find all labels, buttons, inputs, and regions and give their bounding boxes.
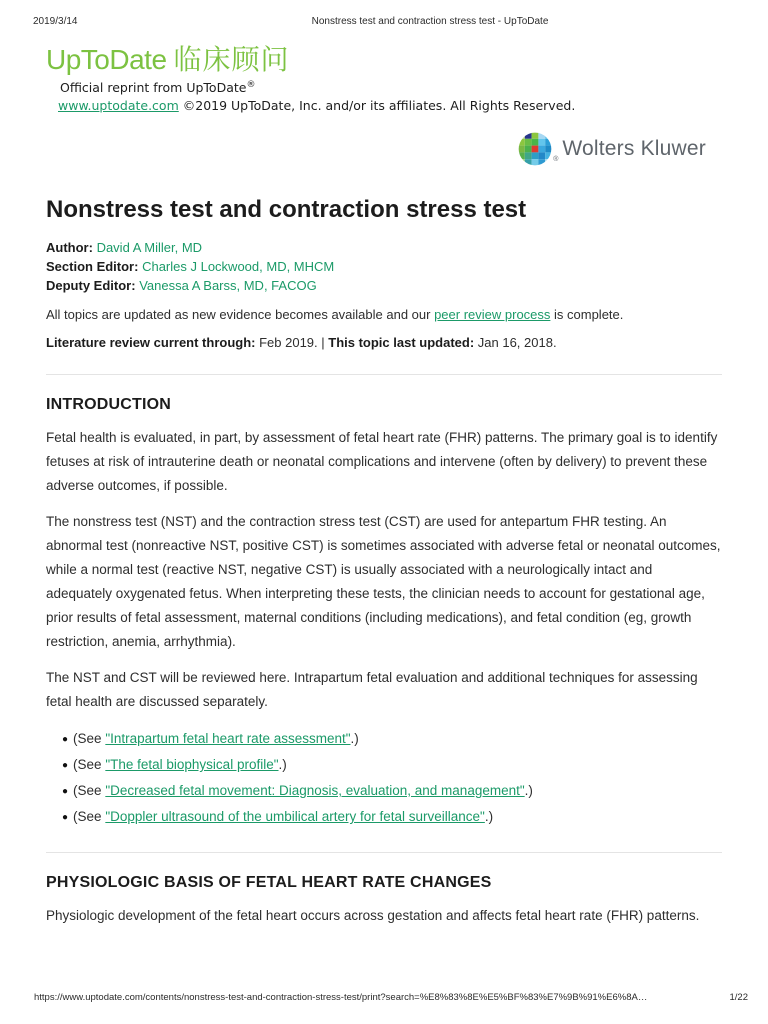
see-also-list [46, 726, 722, 830]
update-notice-pre: All topics are updated as new evidence becomes available and our [46, 307, 435, 322]
intro-paragraph-3: The NST and CST will be reviewed here. Intrapartum fetal evaluation and additional techniques for assessing fetal health are discussed separately. [46, 670, 698, 709]
print-date: 2019/3/14 [33, 16, 78, 27]
see-also-item [62, 778, 722, 804]
uptodate-logo-latin: UpToDate [46, 44, 167, 75]
see-pre: (See [73, 809, 106, 824]
see-also-item [62, 804, 722, 830]
section-editor-label: Section Editor: [46, 259, 139, 274]
last-updated-label: This topic last updated: [328, 335, 475, 350]
copyright-text: ©2019 UpToDate, Inc. and/or its affiliates. All Rights Reserved. [178, 98, 576, 114]
peer-review-process-link[interactable]: peer review process [434, 307, 551, 322]
see-pre: (See [73, 731, 106, 746]
topic-link-biophysical-profile[interactable]: "The fetal biophysical profile" [105, 757, 279, 772]
deputy-editor-label: Deputy Editor: [46, 278, 136, 293]
print-header [0, 16, 768, 30]
topic-link-doppler-ultrasound[interactable]: "Doppler ultrasound of the umbilical artery for fetal surveillance" [105, 809, 485, 824]
wolters-kluwer-registered-mark: ® [553, 156, 559, 163]
deputy-editor-link[interactable]: Vanessa A Barss, MD, FACOG [139, 278, 317, 293]
wolters-kluwer-wordmark: Wolters Kluwer [562, 137, 706, 160]
section-divider [46, 852, 722, 853]
see-post: .) [524, 783, 533, 798]
section-divider [46, 374, 722, 375]
uptodate-site-link[interactable]: www.uptodate.com [58, 98, 179, 114]
last-updated-value: Jan 16, 2018. [474, 335, 557, 350]
intro-paragraph-1: Fetal health is evaluated, in part, by assessment of fetal heart rate (FHR) patterns. The primary goal is to identify fetuses at risk of intrauterine death or neonatal complications and intervene (often by delivery) to prevent these adverse outcomes, if possible. [46, 430, 718, 493]
byline-author-row [46, 238, 722, 257]
literature-review-value: Feb 2019. | [255, 335, 329, 350]
physiologic-paragraph-1: Physiologic development of the fetal heart occurs across gestation and affects fetal heart rate (FHR) patterns. [46, 908, 700, 923]
byline-deputy-editor-row [46, 276, 722, 295]
bullet-icon: ● [62, 812, 69, 823]
byline [46, 238, 722, 295]
section-heading-introduction: INTRODUCTION [46, 396, 172, 413]
print-doc-title: Nonstress test and contraction stress test - UpToDate [311, 16, 549, 27]
see-also-item [62, 752, 722, 778]
update-notice [46, 305, 722, 324]
author-link[interactable]: David A Miller, MD [96, 240, 203, 255]
bullet-icon: ● [62, 786, 69, 797]
see-also-item [62, 726, 722, 752]
topic-link-intrapartum-fhr[interactable]: "Intrapartum fetal heart rate assessment" [105, 731, 351, 746]
wolters-kluwer-ball-icon [518, 132, 552, 166]
see-post: .) [350, 731, 359, 746]
update-notice-post: is complete. [550, 307, 624, 322]
registered-mark: ® [246, 80, 256, 90]
uptodate-logo-chinese: 临床顾问 [173, 44, 290, 75]
literature-review-label: Literature review current through: [46, 335, 256, 350]
bullet-icon: ● [62, 734, 69, 745]
topic-link-decreased-fetal-movement[interactable]: "Decreased fetal movement: Diagnosis, evaluation, and management" [105, 783, 525, 798]
see-post: .) [484, 809, 494, 824]
wolters-kluwer-logo [518, 132, 706, 166]
article-title: Nonstress test and contraction stress test [46, 196, 527, 223]
reprint-text: Official reprint from UpToDate [60, 80, 247, 96]
uptodate-logo [46, 44, 575, 76]
copyright-line [58, 98, 575, 113]
reprint-line [60, 80, 575, 95]
author-label: Author: [46, 240, 93, 255]
section-heading-physiologic-basis: PHYSIOLOGIC BASIS OF FETAL HEART RATE CHANGES [46, 874, 492, 891]
section-editor-link[interactable]: Charles J Lockwood, MD, MHCM [142, 259, 335, 274]
bullet-icon: ● [62, 760, 69, 771]
intro-paragraph-2: The nonstress test (NST) and the contraction stress test (CST) are used for antepartum FHR testing. An abnormal test (nonreactive NST, positive CST) is sometimes associated with adverse fetal or neonatal outcomes, while a normal test (reactive NST, negative CST) is usually associated with a neurologically intact and adequately oxygenated fetus. When interpreting these tests, the clinician needs to account for gestational age, prior results of fetal assessment, maternal conditions (including medications), and fetal condition (eg, growth restriction, anemia, arrhythmia). [46, 514, 721, 649]
print-url: https://www.uptodate.com/contents/nonstress-test-and-contraction-stress-test/print?search=%E8%83%8E%E5%BF%83%E7%9B%91%E6%8A… [34, 992, 648, 1003]
see-pre: (See [73, 783, 106, 798]
print-footer [0, 992, 768, 1006]
article-content [46, 196, 722, 928]
byline-section-editor-row [46, 257, 722, 276]
see-post: .) [278, 757, 287, 772]
masthead [46, 44, 575, 113]
review-status-line [46, 333, 722, 352]
page-indicator: 1/22 [729, 992, 748, 1003]
see-pre: (See [73, 757, 106, 772]
